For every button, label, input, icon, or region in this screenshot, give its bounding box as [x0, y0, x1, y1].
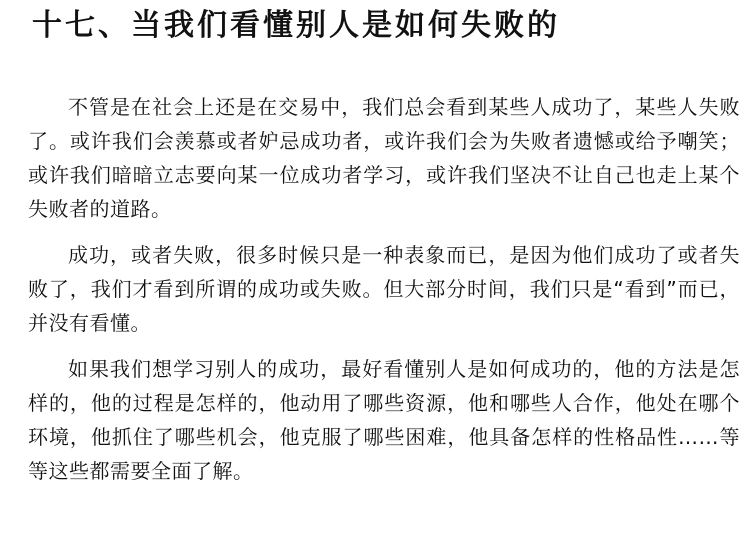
paragraph-1: 不管是在社会上还是在交易中，我们总会看到某些人成功了，某些人失败了。或许我们会羡慕或者妒忌成功者，或许我们会为失败者遗憾或给予嘲笑；或许我们暗暗立志要向某一位成功者学习，或许我们坚决不让自己也走上某个失败者的道路。 [28, 95, 740, 221]
section-title: 十七、当我们看懂别人是如何失败的 [32, 8, 560, 43]
document-body [28, 90, 740, 488]
paragraph-2: 成功，或者失败，很多时候只是一种表象而已，是因为他们成功了或者失败了，我们才看到所谓的成功或失败。但大部分时间，我们只是“看到”而已，并没有看懂。 [28, 243, 740, 335]
paragraph-3: 如果我们想学习别人的成功，最好看懂别人是如何成功的，他的方法是怎样的，他的过程是怎样的，他动用了哪些资源，他和哪些人合作，他处在哪个环境，他抓住了哪些机会，他克服了哪些困难，他具备怎样的性格品性……等等这些都需要全面了解。 [28, 357, 740, 483]
